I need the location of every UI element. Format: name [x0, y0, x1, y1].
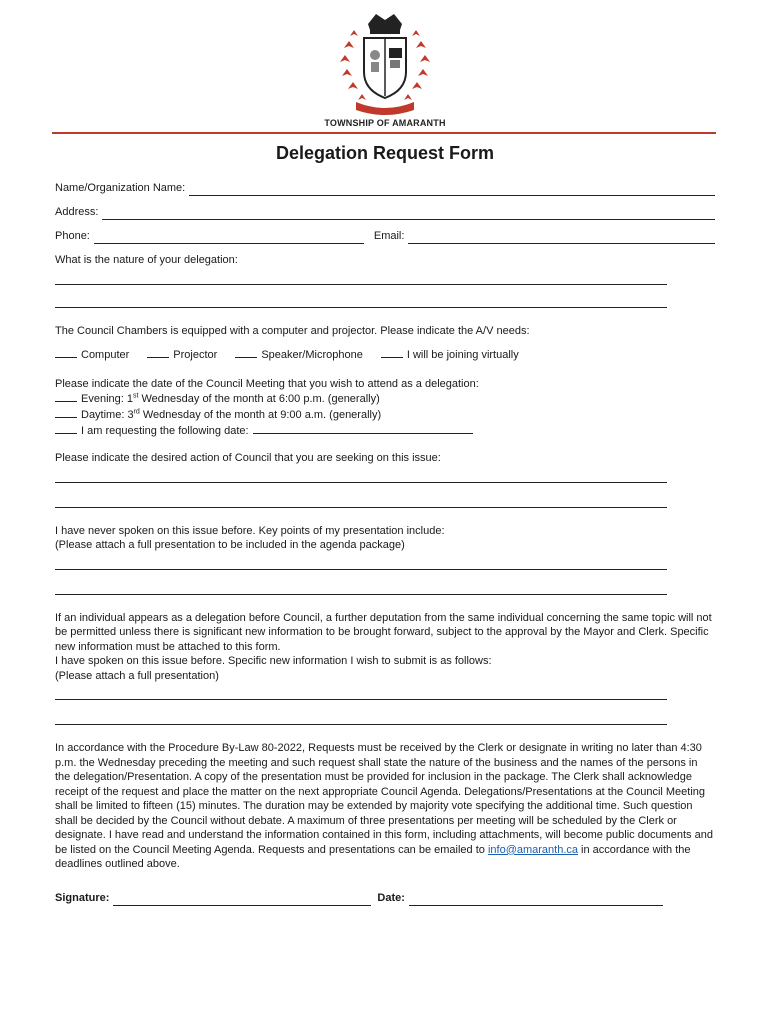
page-title: Delegation Request Form [275, 143, 495, 163]
never-spoken-line-2: (Please attach a full presentation to be included in the agenda package) [55, 539, 405, 552]
never-spoken-blank-2[interactable] [55, 578, 667, 595]
meeting-daytime-sup: rd [133, 408, 140, 416]
name-row [55, 178, 715, 196]
logo-wordmark: TOWNSHIP OF AMARANTH [324, 118, 446, 128]
meeting-daytime-row[interactable] [55, 407, 715, 423]
meeting-evening-sup: st [132, 392, 139, 400]
procedure-text-end: in accordance with the deadlines outlined above. [55, 843, 691, 871]
nature-line-2[interactable] [55, 291, 667, 308]
address-label: Address: [55, 206, 99, 219]
email-label: Email: [373, 230, 405, 243]
form-body [55, 178, 715, 906]
spoken-before-line-2: (Please attach a full presentation) [55, 669, 219, 682]
never-spoken-blank-1[interactable] [55, 553, 667, 570]
township-logo [320, 10, 450, 130]
never-spoken-line-1: I have never spoken on this issue before. Key points of my presentation include: [55, 524, 445, 537]
meeting-blank[interactable] [55, 423, 77, 434]
av-option-label: Computer [81, 348, 130, 361]
phone-label: Phone: [55, 230, 90, 243]
action-line-1[interactable] [55, 466, 667, 483]
av-blank[interactable] [147, 347, 169, 358]
av-option-computer[interactable] [55, 347, 129, 363]
meeting-blank[interactable] [55, 407, 77, 418]
phone-email-row [55, 226, 715, 244]
av-option-projector[interactable] [147, 347, 217, 363]
date-label: Date: [377, 892, 405, 905]
av-option-label: Projector [173, 348, 218, 361]
action-intro: Please indicate the desired action of Council that you are seeking on this issue: [55, 452, 441, 465]
meeting-evening-pre: Evening: 1 [81, 393, 133, 406]
spoken-before-blank-1[interactable] [55, 683, 667, 700]
meeting-evening-row[interactable] [55, 391, 715, 407]
signature-field[interactable] [113, 893, 371, 906]
signature-label: Signature: [55, 892, 110, 905]
meeting-blank[interactable] [55, 391, 77, 402]
spoken-before-line-1: I have spoken on this issue before. Specific new information I wish to submit is as follows: [55, 655, 492, 668]
header-rule [52, 132, 716, 134]
nature-label: What is the nature of your delegation: [55, 254, 238, 267]
av-intro: The Council Chambers is equipped with a computer and projector. Please indicate the A/V needs: [55, 325, 530, 337]
address-row [55, 202, 715, 220]
action-line-2[interactable] [55, 491, 667, 508]
meeting-evening-post: Wednesday of the month at 6:00 p.m. (generally) [138, 393, 380, 406]
township-crest-icon [320, 10, 450, 120]
av-option-virtual[interactable] [381, 347, 519, 363]
procedure-paragraph [55, 741, 715, 872]
procedure-text: In accordance with the Procedure By-Law 80-2022, Requests must be received by the Clerk or designate in writing no later than 4:30 p.m. the Wednesday preceding the meeting and such request shall state the nature of the business and the names of the persons in the delegation/Presentation. A copy of the presentation must be provided for inclusion in the package. The Clerk shall acknowledge receipt of the request and place the matter on the next appropriate Council Agenda. Delegations/Presentations at the Council Meeting shall be limited to fifteen (15) minutes. The duration may be extended by majority vote specifying the additional time. Such question shall be decided by the Council without debate. A maximum of three presentations per meeting will be scheduled by the Clerk or designate. I have read and understand the information contained in this form, including attachments, will become public documents and be listed on the Council Meeting Agenda. Requests and presentations can be emailed to [55, 742, 713, 856]
phone-field[interactable] [94, 231, 364, 244]
address-field[interactable] [102, 207, 715, 220]
av-blank[interactable] [381, 347, 403, 358]
meeting-intro: Please indicate the date of the Council Meeting that you wish to attend as a delegation: [55, 377, 479, 390]
name-field[interactable] [189, 183, 715, 196]
nature-line-1[interactable] [55, 268, 667, 285]
meeting-request-row[interactable] [55, 423, 715, 439]
signature-row [55, 888, 715, 906]
deputation-rule-paragraph: If an individual appears as a delegation before Council, a further deputation from the same individual concerning the same topic will not be permitted unless there is significant new information to be brought forward, subject to the approval by the Mayor and Clerk. Specific new information must be attached to this form. [55, 611, 712, 653]
nature-row [55, 250, 715, 268]
meeting-daytime-post: Wednesday of the month at 9:00 a.m. (generally) [139, 409, 382, 422]
av-option-label: Speaker/Microphone [261, 348, 363, 361]
meeting-request-label: I am requesting the following date: [81, 425, 249, 438]
av-option-speaker[interactable] [235, 347, 363, 363]
email-field[interactable] [408, 231, 715, 244]
date-field[interactable] [409, 893, 663, 906]
av-blank[interactable] [55, 347, 77, 358]
av-option-label: I will be joining virtually [406, 348, 519, 361]
av-options [55, 347, 715, 365]
spoken-before-blank-2[interactable] [55, 708, 667, 725]
meeting-daytime-pre: Daytime: 3 [81, 409, 134, 422]
clerk-email-link[interactable]: info@amaranth.ca [487, 843, 578, 856]
av-blank[interactable] [235, 347, 257, 358]
meeting-request-date-field[interactable] [253, 423, 473, 434]
name-label: Name/Organization Name: [55, 182, 186, 195]
